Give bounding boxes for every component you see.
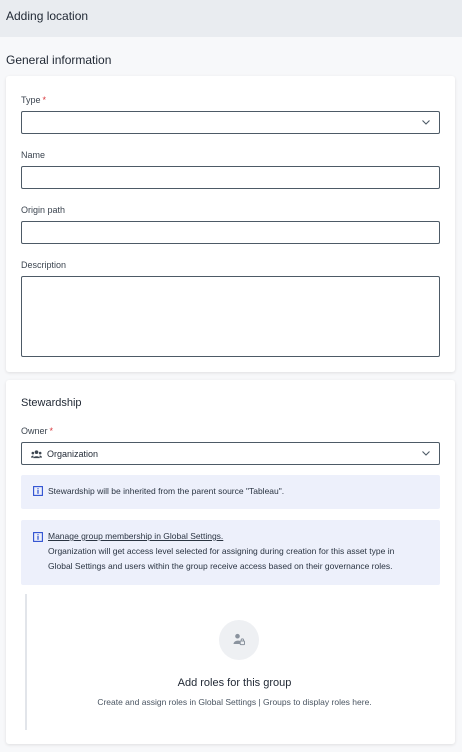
roles-icon-container [219,620,259,660]
required-marker: * [42,95,47,105]
roles-empty-state [25,594,440,730]
general-information-heading: General information [6,53,112,67]
chevron-down-icon [421,448,431,458]
dialog-header [0,0,462,37]
roles-empty-title: Add roles for this group [177,677,292,689]
chevron-down-icon [421,117,431,127]
owner-label-text: Owner [21,426,48,436]
origin-path-input[interactable] [21,221,440,244]
owner-select-value: Organization [47,449,99,459]
group-notice-line1: Organization will get access level selected for assigning during creation for this asset type in [48,546,395,556]
stewardship-card [6,380,455,744]
type-label [21,95,46,105]
owner-select[interactable] [21,442,440,465]
inherit-notice [21,475,440,509]
manage-group-membership-link[interactable]: Manage group membership in Global Settings. [48,531,224,541]
description-label: Description [21,260,67,270]
required-marker: * [49,426,54,436]
origin-path-label: Origin path [21,205,66,215]
dialog-title: Adding location [6,9,89,23]
info-icon [33,532,43,542]
type-label-text: Type [21,95,41,105]
user-lock-icon [233,633,245,646]
stewardship-title: Stewardship [21,397,82,409]
owner-label [21,426,53,436]
description-textarea[interactable] [21,276,440,357]
type-select[interactable] [21,111,440,134]
group-membership-notice [21,520,440,585]
inherit-notice-text: Stewardship will be inherited from the parent source "Tableau". [48,486,285,496]
general-information-card [6,76,455,372]
info-icon [33,486,43,496]
users-group-icon [31,449,42,459]
name-input[interactable] [21,166,440,189]
group-notice-line2: Global Settings and users within the group receive access based on their governance roles. [48,561,393,571]
roles-empty-subtitle: Create and assign roles in Global Settings | Groups to display roles here. [97,697,372,707]
name-label: Name [21,150,46,160]
